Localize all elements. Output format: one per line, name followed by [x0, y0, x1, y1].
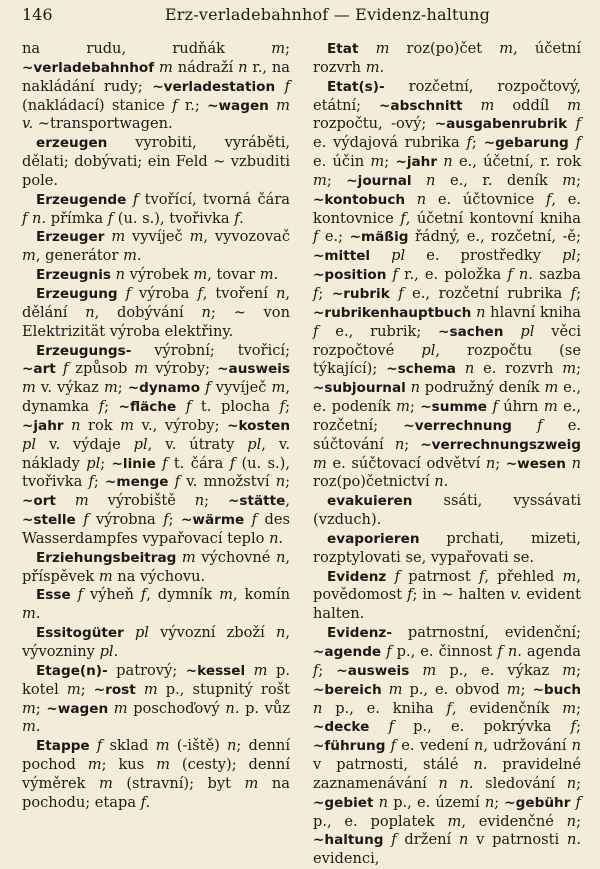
dictionary-entry: Erzeugende f tvořící, tvorná čára f n. přímka f (u. s.), tvořivka f. [22, 190, 290, 227]
dictionary-entry: Erzeuger m vyvíječ m, vyvozovač m, generátor m. [22, 228, 290, 265]
dictionary-entry: Evidenz- patrnostní, evidenční; ~agende f p., e. činnost f n. agenda f; ~ausweis m p., e. výkaz m; ~bereich m p., e. obvod m; ~buch n p., e. kniha f, evidenčník m; ~decke f p., e. pokrývka f; ~führung f e. vedení n, udržování n v patrnosti, stálé n. pravidelné zaznamenávání n n. sledování n; ~gebiet n p., e. území n; ~gebühr f p., e. poplatek m, evidenčné n; ~haltung f držení n v patrnosti n. evidenci, [313, 624, 582, 868]
dictionary-entry: Evidenz f patrnost f, přehled m, povědomost f; in ~ halten v. evident halten. [313, 567, 582, 623]
left-column [22, 40, 290, 813]
dictionary-entry: evaporieren prchati, mizeti, rozptylovati se, vypařovati se. [313, 529, 581, 566]
dictionary-entry: evakuieren ssáti, vyssávati (vzduch). [313, 492, 581, 529]
page-number: 146 [22, 5, 53, 24]
page-header [0, 0, 600, 30]
dictionary-entry: Erziehungsbeitrag m výchovné n, příspěvek m na výchovu. [22, 548, 291, 585]
right-column [313, 40, 581, 869]
running-title: Erz-verladebahnhof — Evidenz-haltung [164, 5, 491, 24]
dictionary-entry: Erzeugung f výroba f, tvoření n, dělání n, dobývání n; ~ von Elektrizität výroba elektřiny. [22, 284, 290, 340]
dictionary-entry: na rudu, rudňák m; ~verladebahnhof m nádraží n r., na nakládání rudy; ~verladestation f (nakládací) stanice f r.; ~wagen m v. ~transportwagen. [22, 40, 291, 133]
dictionary-entry: Etat(s)- rozčetní, rozpočtový, etátní; ~abschnitt m oddíl m rozpočtu, -ový; ~ausgabenrubrik f e. výdajová rubrika f; ~gebarung f e. účin m; ~jahr n e., účetní, r. rok m; ~journal n e., r. deník m; ~kontobuch n e. účtovnice f, e. kontovnice f, účetní kontovní kniha f e.; ~mäßig řádný, e., rozčetní, -ě; ~mittel pl e. prostředky pl; ~position f r., e. položka f n. sazba f; ~rubrik f e., rozčetní rubrika f; ~rubrikenhauptbuch n hlavní kniha f e., rubrik; ~sachen pl věci rozpočtové pl, rozpočtu (se týkající); ~schema n e. rozvrh m; ~subjournal n podružný deník m e., e. podeník m; ~summe f úhrn m e., rozčetní; ~verrechnung f e. súčtování n; ~verrechnungszweig m e. súčtovací odvětví n; ~wesen n roz(po)četnictví n. [313, 77, 582, 491]
dictionary-entry: Erzeugungs- výrobní; tvořicí; ~art f způsob m výroby; ~ausweis m v. výkaz m; ~dynamo f vyvíječ m, dynamka f; ~fläche f t. plocha f; ~jahr n rok m v., výroby; ~kosten pl v. výdaje pl, v. útraty pl, v. náklady pl; ~linie f t. čára f (u. s.), tvořivka f; ~menge f v. množství n; ~ort m výrobiště n; ~stätte, ~stelle f výrobna f; ~wärme f des Wasserdampfes vypařovací teplo n. [22, 341, 291, 547]
dictionary-entry: Etappe f sklad m (-iště) n; denní pochod m; kus m (cesty); denní výměrek m (stravní); byt m na pochodu; etapa f. [22, 737, 291, 811]
dictionary-entry: erzeugen vyrobiti, vyráběti, dělati; dobývati; ein Feld ~ vzbuditi pole. [22, 134, 290, 189]
dictionary-entry: Essitogüter pl vývozní zboží n, vývozniny pl. [22, 624, 290, 660]
dictionary-entry: Erzeugnis n výrobek m, tovar m. [36, 266, 279, 284]
dictionary-entry: Esse f výheň f, dymník m, komín m. [22, 586, 291, 623]
dictionary-entry: Etat m roz(po)čet m, účetní rozvrh m. [313, 40, 582, 76]
dictionary-entry: Etage(n)- patrový; ~kessel m p. kotel m; ~rost m p., stupnitý rošt m; ~wagen m poschoďový n. p. vůz m. [22, 661, 291, 736]
